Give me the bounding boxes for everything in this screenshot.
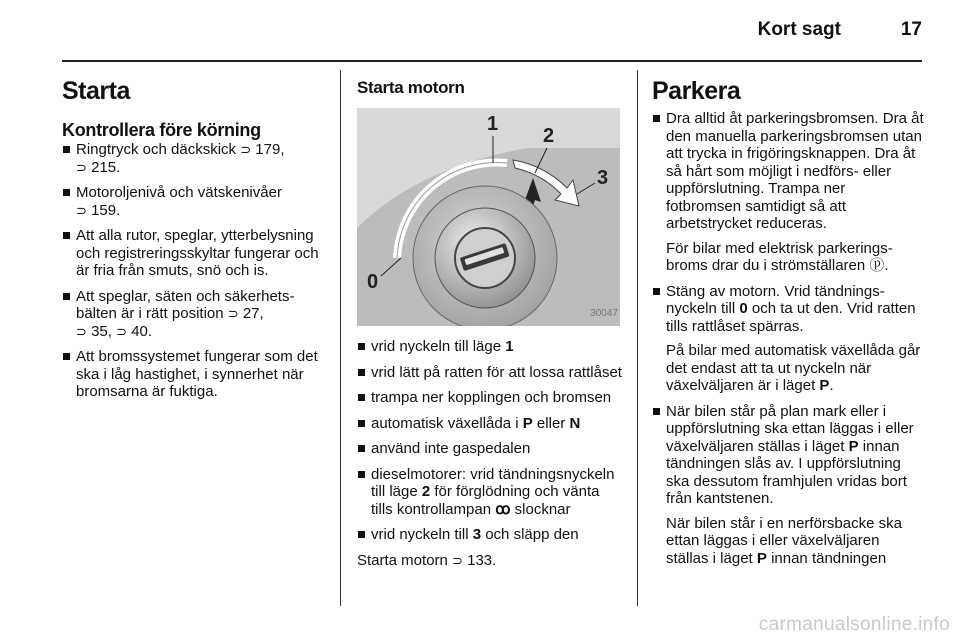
list-item: Att alla rutor, speglar, ytterbelysning och registreringsskyltar fungerar och är fria från smuts, snö och is. [62,227,327,280]
page-ref-icon: ⊃ [227,306,239,321]
page-header [0,0,960,62]
cross-reference: Starta motorn ⊃ 133. [357,551,497,569]
position-label-3: 3 [597,167,609,189]
list-item: Dra alltid åt parkeringsbromsen. Dra åt den manuella parkeringsbromsen utan att trycka in frigöringsknappen. Dra åt så hårt som möjligt i nedförs- eller uppförslutning. Trampa ner fotbromsen samtidigt så att arbetstrycket reduceras. För bilar med elektrisk parkeringsbroms drar du i strömställaren ⓟ. [652,110,924,275]
parking-steps [652,110,924,567]
page-ref[interactable]: 179, [255,141,285,158]
section-heading-starta: Starta [62,77,130,105]
page-ref[interactable]: 27, [242,305,264,322]
ignition-switch-illustration [357,108,620,326]
column-divider-2 [637,70,638,606]
section-heading-starta-motorn: Starta motorn [357,78,465,97]
page-ref-icon: ⊃ [76,202,87,218]
header-title: Kort sagt [757,19,841,40]
page-ref-icon: ⊃ [76,159,87,175]
list-item: Stäng av motorn. Vrid tändningsnyckeln till 0 och ta ut den. Vrid ratten tills rattlåset spärras. På bilar med automatisk växellåda går det endast att ta ut nyckeln när växelväljaren är i läget P. [652,283,924,395]
list-item: vrid nyckeln till läge 1 [357,338,622,356]
list-item: vrid nyckeln till 3 och släpp den [357,526,622,544]
page-ref[interactable]: 215. [91,158,121,176]
section-heading-parkera: Parkera [652,77,741,105]
list-item: Att bromssystemet fungerar som det ska i låg hastighet, i synnerhet när bromsarna är fuktiga. [62,348,327,401]
column-divider-1 [340,70,341,606]
ignition-switch-figure [357,108,620,326]
parking-brake-switch-icon: ⓟ [869,257,885,274]
checklist [62,141,327,401]
list-item: vrid lätt på ratten för att lossa rattlåset [357,364,622,382]
column-starta [62,70,327,409]
page-number: 17 [900,19,922,40]
page-ref[interactable]: 133. [467,551,497,569]
list-item: Ringtryck och däckskick ⊃ 179, ⊃ 215. [62,141,327,176]
list-item: trampa ner kopplingen och bromsen [357,389,622,407]
list-item: använd inte gaspedalen [357,440,622,458]
list-item: När bilen står på plan mark eller i uppförslutning ska ettan läggas i eller växelväljaren ställas i läget P innan tändningen slås av. I uppförslutning ska dessutom framhjulen vridas bort från kantstenen. När bilen står i en nerförsbacke ska ettan läggas i eller växelväljaren ställas i läget P innan tändningen [652,403,924,568]
page-ref-icon: ⊃ [452,552,463,568]
list-item: automatisk växellåda i P eller N [357,415,622,433]
position-label-1: 1 [487,113,499,135]
position-label-0: 0 [367,271,379,293]
figure-number: 30047 [590,307,618,319]
column-parkera [652,70,924,575]
glow-plug-icon: ꝏ [495,500,511,518]
start-steps [357,338,622,544]
page-ref[interactable]: 159. [91,201,121,219]
position-label-2: 2 [543,125,555,147]
list-item: dieselmotorer: vrid tändningsnyckeln till läge 2 för förglödning och vänta tills kontrollampan ꝏ slocknar [357,466,622,519]
page-ref[interactable]: 35, [91,322,112,340]
header-divider [62,60,922,62]
page-ref-icon: ⊃ [116,323,128,339]
page-ref-icon: ⊃ [76,323,87,339]
column-starta-motorn [357,70,622,569]
list-item: Att speglar, säten och säkerhetsbälten är i rätt position ⊃ 27, ⊃ 35, ⊃ 40. [62,288,327,341]
subheading-kontrollera: Kontrollera före körning [62,120,261,140]
list-item: Motoroljenivå och vätskenivåer ⊃ 159. [62,184,327,219]
watermark: carmanualsonline.info [758,614,950,635]
page-ref-icon: ⊃ [240,142,252,157]
page-ref[interactable]: 40. [131,322,153,340]
